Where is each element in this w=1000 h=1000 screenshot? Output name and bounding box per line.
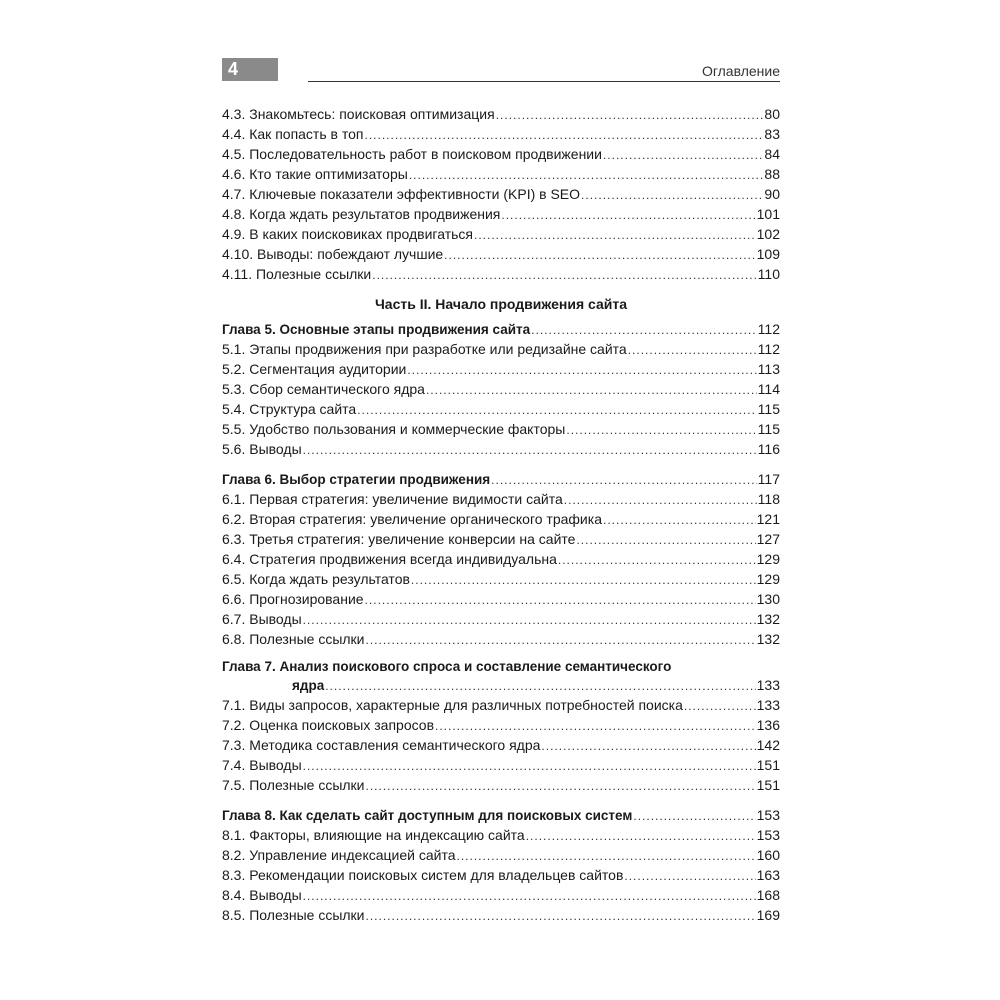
entry-title: 5.5. Удобство пользования и коммерческие факторы	[222, 421, 566, 437]
entry-title: 5.3. Сбор семантического ядра	[222, 381, 425, 397]
toc-entry[interactable]	[222, 755, 780, 775]
dot-leader	[409, 165, 764, 185]
toc-entry[interactable]	[222, 569, 780, 589]
header-rule	[308, 81, 780, 82]
entry-title: 8.5. Полезные ссылки	[222, 907, 365, 923]
chapter-entry[interactable]	[222, 675, 780, 695]
chapter-entry[interactable]	[222, 805, 780, 825]
entry-page-number: 163	[756, 867, 780, 883]
entry-title: ядра	[292, 678, 325, 693]
dot-leader	[566, 420, 756, 440]
dot-leader	[603, 145, 763, 165]
toc-entry[interactable]	[222, 715, 780, 735]
dot-leader	[633, 806, 755, 826]
entry-page-number: 114	[757, 381, 780, 397]
part-heading: Часть II. Начало продвижения сайта	[374, 296, 628, 312]
dot-leader	[558, 550, 756, 570]
entry-title: 7.3. Методика составления семантического ядра	[222, 737, 541, 753]
entry-title: 6.5. Когда ждать результатов	[222, 571, 410, 587]
toc-entry[interactable]	[222, 695, 780, 715]
dot-leader	[303, 440, 757, 460]
dot-leader	[491, 470, 757, 490]
dot-leader	[366, 906, 756, 926]
entry-title: Глава 5. Основные этапы продвижения сайта	[222, 322, 531, 337]
entry-title: 4.3. Знакомьтесь: поисковая оптимизация	[222, 106, 495, 122]
dot-leader	[531, 320, 757, 340]
entry-page-number: 130	[756, 591, 780, 607]
dot-leader	[325, 676, 755, 696]
dot-leader	[366, 630, 756, 650]
entry-title: 5.6. Выводы	[222, 441, 302, 457]
entry-title: 4.11. Полезные ссылки	[222, 266, 372, 282]
entry-page-number: 88	[764, 166, 780, 182]
section-gap	[222, 795, 780, 805]
entry-page-number: 84	[764, 146, 780, 162]
entry-title: Глава 6. Выбор стратегии продвижения	[222, 472, 491, 487]
toc-entry[interactable]	[222, 164, 780, 184]
dot-leader	[372, 265, 756, 285]
entry-page-number: 112	[757, 321, 780, 337]
entry-page-number: 129	[756, 551, 780, 567]
entry-page-number: 110	[757, 266, 780, 282]
toc-entry[interactable]	[222, 184, 780, 204]
entry-page-number: 115	[757, 401, 780, 417]
dot-leader	[628, 340, 757, 360]
dot-leader	[364, 125, 763, 145]
dot-leader	[581, 185, 763, 205]
entry-title: 6.6. Прогнозирование	[222, 591, 364, 607]
toc-entry[interactable]	[222, 609, 780, 629]
entry-title: 6.4. Стратегия продвижения всегда индивидуальна	[222, 551, 557, 567]
entry-title: 7.4. Выводы	[222, 757, 302, 773]
entry-page-number: 118	[757, 491, 780, 507]
toc-entry[interactable]	[222, 549, 780, 569]
entry-title: 5.2. Сегментация аудитории	[222, 361, 407, 377]
entry-page-number: 117	[757, 471, 780, 487]
toc-entry[interactable]	[222, 399, 780, 419]
table-of-contents	[222, 104, 780, 925]
toc-entry[interactable]	[222, 489, 780, 509]
toc-entry[interactable]	[222, 735, 780, 755]
entry-page-number: 160	[756, 847, 780, 863]
toc-entry[interactable]	[222, 104, 780, 124]
entry-page-number: 151	[756, 777, 780, 793]
entry-page-number: 169	[756, 907, 780, 923]
dot-leader	[303, 756, 756, 776]
toc-entry[interactable]	[222, 509, 780, 529]
toc-entry[interactable]	[222, 845, 780, 865]
dot-leader	[407, 360, 756, 380]
entry-page-number: 109	[756, 246, 780, 262]
entry-page-number: 102	[756, 226, 780, 242]
entry-page-number: 151	[756, 757, 780, 773]
toc-entry[interactable]	[222, 224, 780, 244]
entry-page-number: 112	[757, 341, 780, 357]
toc-entry[interactable]	[222, 244, 780, 264]
entry-title: 4.9. В каких поисковиках продвигаться	[222, 226, 473, 242]
toc-entry[interactable]	[222, 629, 780, 649]
toc-entry[interactable]	[222, 905, 780, 925]
dot-leader	[496, 105, 764, 125]
dot-leader	[541, 736, 755, 756]
dot-leader	[444, 245, 755, 265]
dot-leader	[684, 696, 756, 716]
dot-leader	[303, 610, 756, 630]
entry-title: 7.5. Полезные ссылки	[222, 777, 365, 793]
entry-title: 8.4. Выводы	[222, 887, 302, 903]
toc-entry[interactable]	[222, 264, 780, 284]
dot-leader	[357, 400, 756, 420]
chapter-entry[interactable]	[222, 469, 780, 489]
entry-title: Глава 8. Как сделать сайт доступным для поисковых систем	[222, 808, 633, 823]
dot-leader	[474, 225, 756, 245]
dot-leader	[435, 716, 756, 736]
entry-title: 7.2. Оценка поисковых запросов	[222, 717, 435, 733]
entry-page-number: 132	[756, 611, 780, 627]
entry-title: 8.2. Управление индексацией сайта	[222, 847, 456, 863]
entry-page-number: 127	[756, 531, 780, 547]
entry-title: 4.7. Ключевые показатели эффективности (KPI) в SEO	[222, 186, 581, 202]
dot-leader	[501, 205, 755, 225]
dot-leader	[411, 570, 756, 590]
entry-page-number: 116	[757, 441, 780, 457]
section-gap	[222, 649, 780, 659]
dot-leader	[624, 866, 755, 886]
entry-title: 7.1. Виды запросов, характерные для различных потребностей поиска	[222, 697, 683, 713]
entry-title: 6.8. Полезные ссылки	[222, 631, 365, 647]
entry-page-number: 115	[757, 421, 780, 437]
dot-leader	[366, 776, 756, 796]
toc-entry[interactable]	[222, 359, 780, 379]
toc-entry[interactable]	[222, 124, 780, 144]
dot-leader	[426, 380, 757, 400]
entry-page-number: 133	[756, 697, 780, 713]
entry-page-number: 90	[764, 186, 780, 202]
toc-entry[interactable]	[222, 204, 780, 224]
entry-page-number: 133	[756, 677, 780, 693]
toc-entry[interactable]	[222, 439, 780, 459]
entry-page-number: 80	[764, 106, 780, 122]
entry-title: 6.2. Вторая стратегия: увеличение органического трафика	[222, 511, 602, 527]
entry-page-number: 153	[756, 807, 780, 823]
toc-entry[interactable]	[222, 419, 780, 439]
dot-leader	[564, 490, 757, 510]
entry-title: 6.1. Первая стратегия: увеличение видимости сайта	[222, 491, 563, 507]
running-header-title: Оглавление	[701, 63, 780, 79]
entry-title: 5.1. Этапы продвижения при разработке или редизайне сайта	[222, 341, 627, 357]
entry-title: 4.10. Выводы: побеждают лучшие	[222, 246, 444, 262]
entry-page-number: 136	[756, 717, 780, 733]
dot-leader	[365, 590, 756, 610]
chapter-heading-line: Глава 7. Анализ поискового спроса и составление семантического	[222, 659, 672, 674]
toc-entry[interactable]	[222, 825, 780, 845]
entry-title: 4.8. Когда ждать результатов продвижения	[222, 206, 501, 222]
entry-title: 6.7. Выводы	[222, 611, 302, 627]
dot-leader	[603, 510, 756, 530]
page-number-badge: 4	[222, 58, 278, 81]
entry-page-number: 113	[757, 361, 780, 377]
entry-title: 4.6. Кто такие оптимизаторы	[222, 166, 408, 182]
entry-title: 8.1. Факторы, влияющие на индексацию сайта	[222, 827, 525, 843]
entry-title: 4.5. Последовательность работ в поисковом продвижении	[222, 146, 602, 162]
toc-entry[interactable]	[222, 339, 780, 359]
dot-leader	[576, 530, 755, 550]
toc-entry[interactable]	[222, 144, 780, 164]
entry-page-number: 101	[756, 206, 780, 222]
entry-title: 8.3. Рекомендации поисковых систем для владельцев сайтов	[222, 867, 624, 883]
toc-entry[interactable]	[222, 529, 780, 549]
entry-page-number: 168	[756, 887, 780, 903]
dot-leader	[457, 846, 756, 866]
toc-entry[interactable]	[222, 775, 780, 795]
entry-page-number: 83	[764, 126, 780, 142]
entry-page-number: 132	[756, 631, 780, 647]
toc-entry[interactable]	[222, 885, 780, 905]
entry-title: 5.4. Структура сайта	[222, 401, 357, 417]
toc-entry[interactable]	[222, 865, 780, 885]
entry-page-number: 142	[756, 737, 780, 753]
section-gap	[222, 459, 780, 469]
toc-entry[interactable]	[222, 379, 780, 399]
entry-title: 6.3. Третья стратегия: увеличение конверсии на сайте	[222, 531, 576, 547]
entry-title: 4.4. Как попасть в топ	[222, 126, 364, 142]
entry-page-number: 129	[756, 571, 780, 587]
dot-leader	[526, 826, 756, 846]
toc-entry[interactable]	[222, 589, 780, 609]
chapter-entry[interactable]	[222, 319, 780, 339]
entry-page-number: 121	[756, 511, 780, 527]
dot-leader	[303, 886, 756, 906]
entry-page-number: 153	[756, 827, 780, 843]
